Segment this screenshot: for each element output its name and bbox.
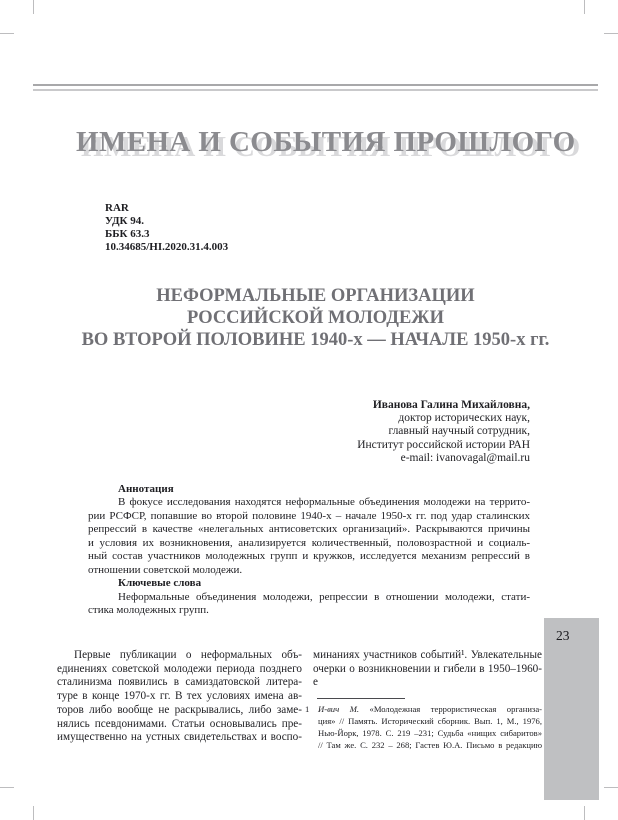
crop-mark-top-right-vertical [584, 0, 585, 14]
metadata-block [105, 202, 228, 254]
author-affiliation: Институт российской истории РАН [357, 438, 530, 451]
abstract-line: отношении советской молодежи. [88, 563, 243, 576]
body-line: минаниях участников событий¹. Увлекательные [313, 649, 542, 661]
article-title [33, 285, 598, 351]
crop-mark-top-right-horizontal [604, 33, 618, 34]
author-position: главный научный сотрудник, [388, 425, 530, 438]
section-header: ИМЕНА И СОБЫТИЯ ПРОШЛОГО [76, 126, 576, 158]
author-block [250, 399, 530, 465]
crop-mark-bottom-right-horizontal [604, 787, 618, 788]
abstract-line: ный состав участников молодежных групп и кружков, исследуется механизм репрессий в [88, 550, 530, 563]
crop-mark-top-left-vertical [33, 0, 34, 14]
footnote-marker: 1 [305, 704, 310, 715]
body-line: сталинизма появились в самиздатовской литера- [57, 676, 302, 689]
abstract-line: и условия их возникновения, анализируется количественный, половозрастной и социаль- [88, 536, 530, 549]
footnote-line: Нью-Йорк, 1978. С. 219 –231; Судьба «нищих сибаритов» [318, 727, 542, 738]
body-line: торов либо вообще не раскрывались, либо заме- [57, 703, 302, 716]
author-degree: доктор исторических наук, [398, 412, 530, 425]
footnote [305, 704, 542, 751]
page-number-box [544, 618, 599, 800]
keywords-heading: Ключевые слова [118, 577, 202, 590]
footnote-line: // Там же. С. 232 – 268; Гастев Ю.А. Письмо в редакцию [318, 739, 542, 750]
metadata-rar: RAR [105, 202, 129, 214]
abstract-heading: Аннотация [118, 483, 174, 495]
body-column-right [305, 649, 542, 751]
metadata-bbk: ББК 63.3 [105, 228, 150, 240]
crop-mark-top-left-horizontal [0, 33, 14, 34]
keywords-line: Неформальные объединения молодежи, репрессии в отношении молодежи, стати- [118, 590, 530, 603]
body-line: очерки о возникновении и гибели в 1950–1960-е [313, 662, 542, 689]
page-number: 23 [556, 628, 570, 643]
body-line: нялись псевдонимами. Статьи основывались пре- [57, 717, 302, 730]
crop-mark-bottom-left-horizontal [0, 787, 14, 788]
body-column-left [57, 649, 302, 745]
metadata-udk: УДК 94. [105, 215, 145, 227]
footnote-author-italic: И-вич М. [318, 704, 360, 715]
author-name: Иванова Галина Михайловна, [372, 399, 530, 411]
crop-mark-bottom-right-vertical [584, 806, 585, 820]
abstract-line: рии РСФСР, попавшие во второй половине 1940-х – начале 1950-х гг. под удар сталинских [88, 509, 530, 522]
crop-mark-bottom-left-vertical [33, 806, 34, 820]
keywords-line: стика молодежных групп. [88, 604, 209, 617]
metadata-doi: 10.34685/HI.2020.31.4.003 [105, 241, 229, 253]
author-email: e-mail: ivanovagal@mail.ru [400, 451, 530, 464]
header-double-rule [33, 84, 598, 91]
article-title-line: РОССИЙСКОЙ МОЛОДЕЖИ [187, 308, 444, 328]
footnote-line [318, 704, 542, 716]
footnote-separator-rule [317, 698, 405, 699]
body-line: имущественно на устных свидетельствах и воспо- [57, 731, 302, 744]
abstract-line: В фокусе исследования находятся неформальные объединения молодежи на террито- [118, 496, 530, 509]
footnote-text-start: «Молодежная террористическая организа- [359, 704, 542, 715]
article-title-line: НЕФОРМАЛЬНЫЕ ОРГАНИЗАЦИИ [156, 286, 475, 306]
abstract-line: репрессий в качестве «нелегальных антисоветских организаций». Раскрываются причины [88, 523, 530, 536]
body-line: туре в конце 1970-х гг. В тех условиях имена ав- [57, 690, 302, 703]
footnote-line: ция» // Память. Исторический сборник. Вып. 1, М., 1976, [318, 715, 542, 726]
body-columns [57, 649, 542, 759]
body-line: единениях советской молодежи периода позднего [57, 662, 302, 675]
body-line: Первые публикации о неформальных объ- [74, 649, 302, 661]
abstract-block [88, 483, 530, 618]
article-title-line: ВО ВТОРОЙ ПОЛОВИНЕ 1940-х — НАЧАЛЕ 1950-х гг. [81, 330, 550, 350]
